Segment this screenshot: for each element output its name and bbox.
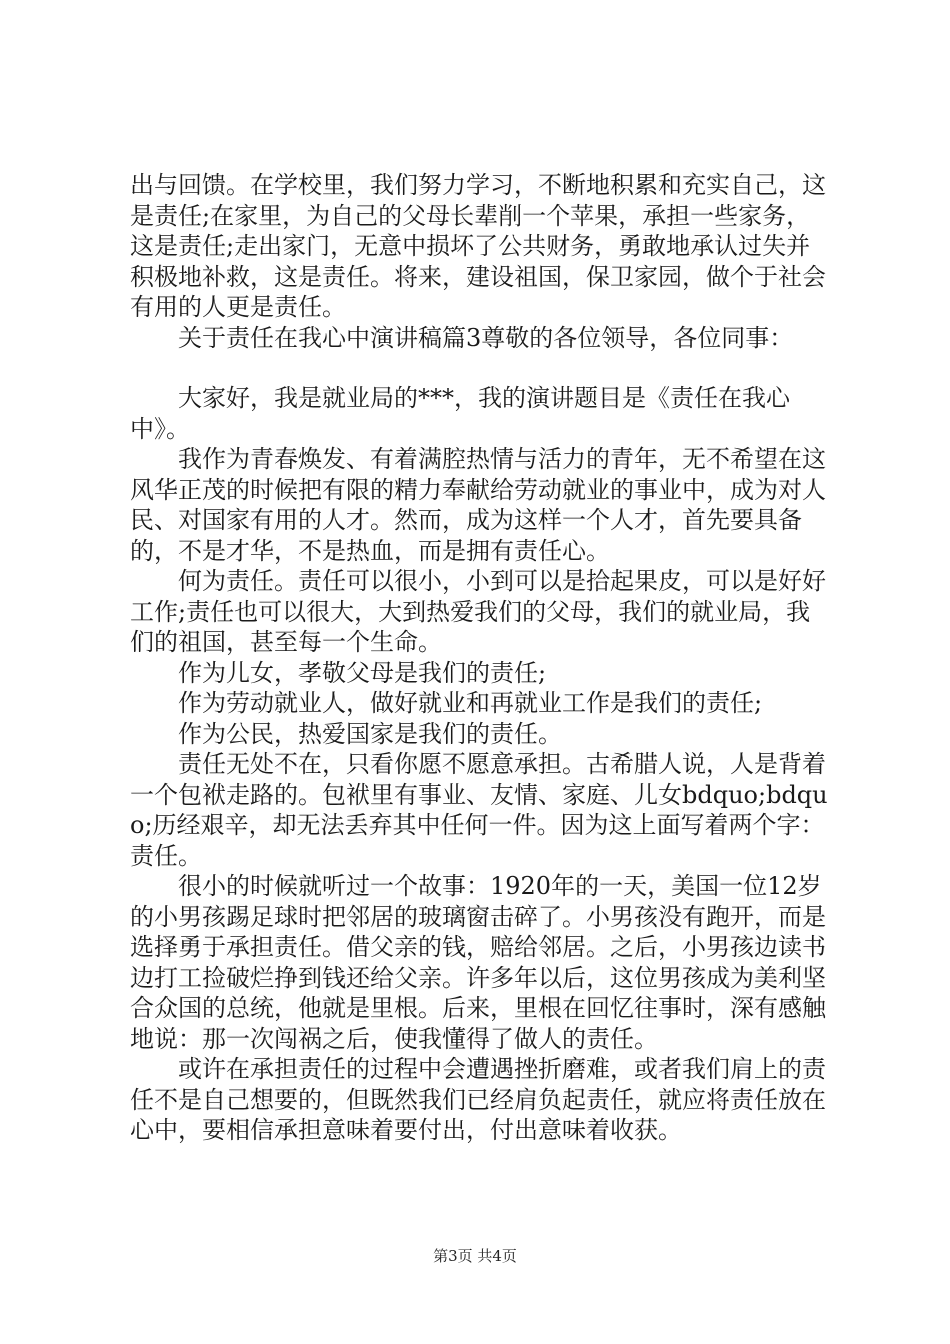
- paragraph-10: 很小的时候就听过一个故事：1920年的一天，美国一位12岁的小男孩踢足球时把邻居的玻璃窗击碎了。小男孩没有跑开，而是选择勇于承担责任。借父亲的钱，赔给邻居。之后，小男孩边读书边打工捡破烂挣到钱还给父亲。许多年以后，这位男孩成为美利坚合众国的总统，他就是里根。后来，里根在回忆往事时，深有感触地说：那一次闯祸之后，使我懂得了做人的责任。: [130, 872, 826, 1053]
- document-body: [130, 170, 830, 1146]
- paragraph-9: 责任无处不在，只看你愿不愿意承担。古希腊人说，人是背着一个包袱走路的。包袱里有事业、友情、家庭、儿女bdquo;bdquo;历经艰辛，却无法丢弃其中任何一件。因为这上面写着两个字：责任。: [130, 750, 828, 870]
- page-footer: [0, 1245, 950, 1266]
- paragraph-4: 我作为青春焕发、有着满腔热情与活力的青年，无不希望在这风华正茂的时候把有限的精力奉献给劳动就业的事业中，成为对人民、对国家有用的人才。然而，成为这样一个人才，首先要具备的，不是才华，不是热血，而是拥有责任心。: [130, 445, 826, 565]
- paragraph-11: 或许在承担责任的过程中会遭遇挫折磨难，或者我们肩上的责任不是自己想要的，但既然我们已经肩负起责任，就应将责任放在心中，要相信承担意味着要付出，付出意味着收获。: [130, 1055, 826, 1144]
- paragraph-8: 作为公民，热爱国家是我们的责任。: [178, 719, 562, 748]
- paragraph-7: 作为劳动就业人，做好就业和再就业工作是我们的责任;: [178, 689, 763, 717]
- paragraph-3: 大家好，我是就业局的***，我的演讲题目是《责任在我心中》。: [130, 384, 790, 443]
- paragraph-1: 出与回馈。在学校里，我们努力学习，不断地积累和充实自己，这是责任;在家里，为自己的父母长辈削一个苹果，承担一些家务，这是责任;走出家门，无意中损坏了公共财务，勇敢地承认过失并积极地补救，这是责任。将来，建设祖国，保卫家园，做个于社会有用的人更是责任。: [130, 171, 826, 321]
- paragraph-6: 作为儿女，孝敬父母是我们的责任;: [178, 658, 547, 687]
- page-number-label: 第3页 共4页: [433, 1247, 517, 1265]
- paragraph-2: 关于责任在我心中演讲稿篇3尊敬的各位领导，各位同事：: [178, 323, 794, 352]
- paragraph-5: 何为责任。责任可以很小，小到可以是拾起果皮，可以是好好工作;责任也可以很大，大到热爱我们的父母，我们的就业局，我们的祖国，甚至每一个生命。: [130, 567, 826, 656]
- paragraph-gap: [130, 353, 830, 383]
